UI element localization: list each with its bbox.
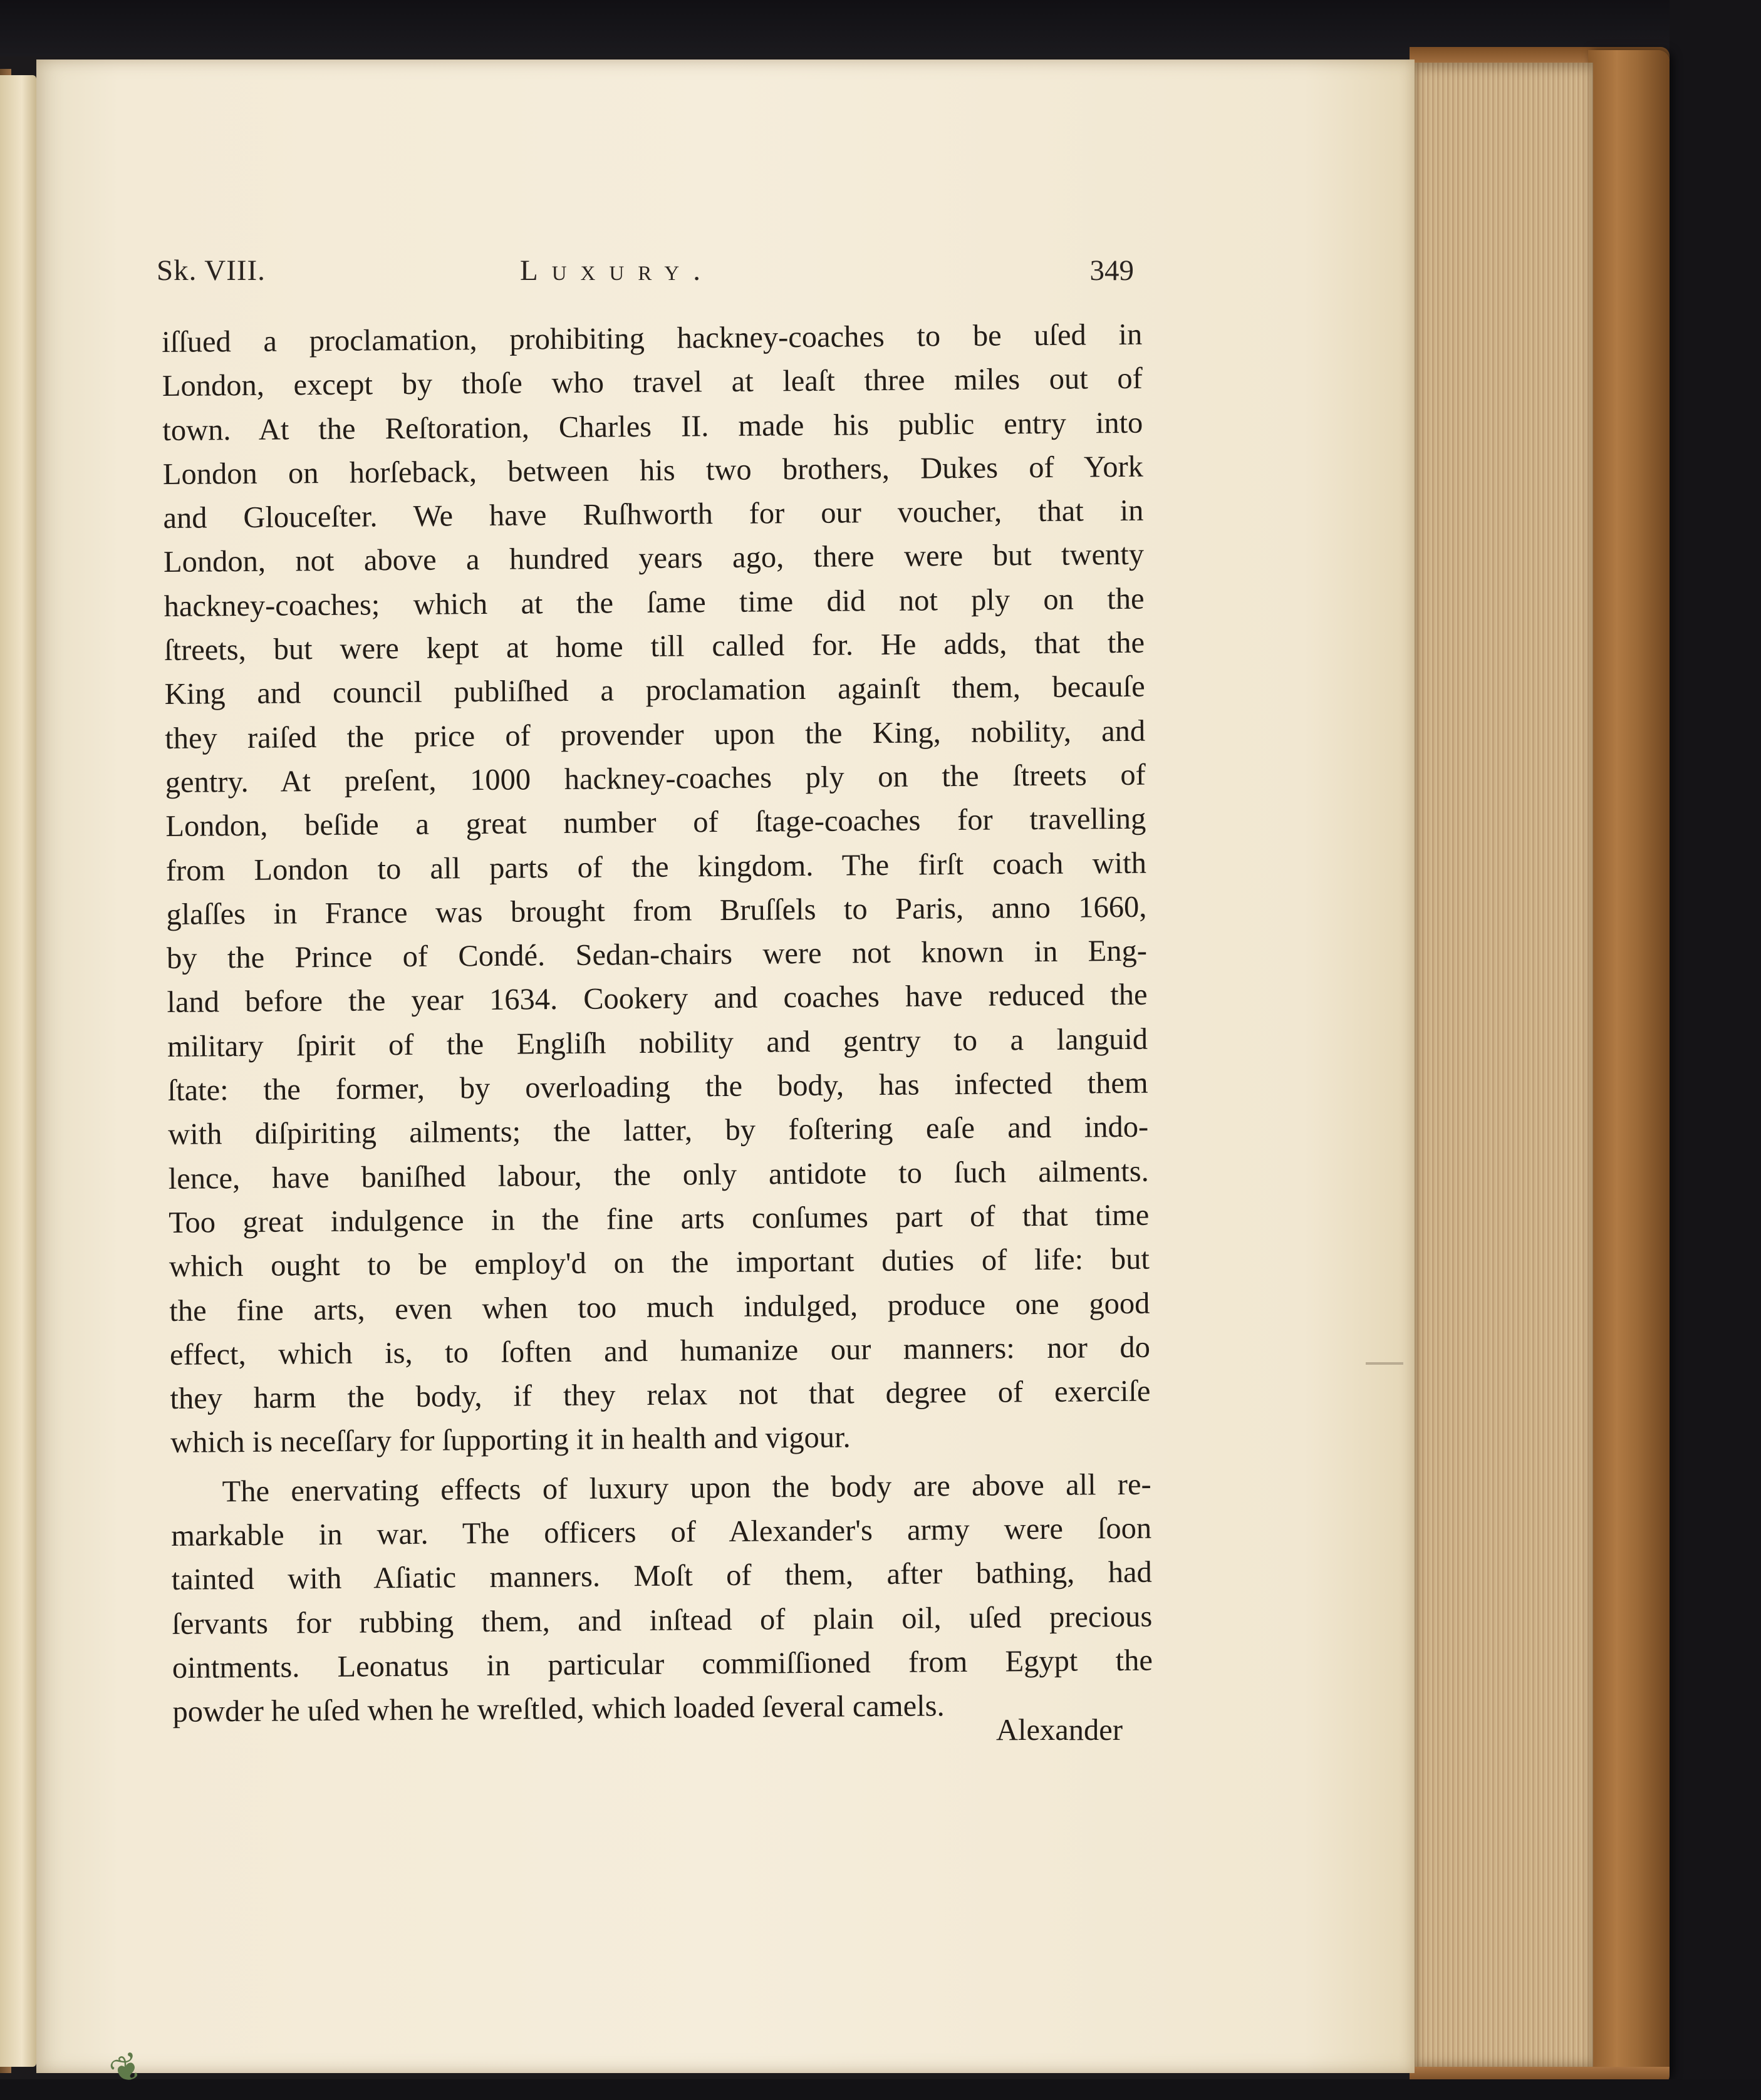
- paragraph: [170, 1462, 1153, 1734]
- bookmark-thread-icon: ❦: [103, 2043, 150, 2094]
- text-line: military ſpirit of the Engliſh nobility and gentry to a languid: [167, 1022, 1148, 1063]
- text-line: Too great indulgence in the fine arts conſumes part of that time: [169, 1198, 1150, 1239]
- text-line: effect, which is, to ſoften and humanize our manners: nor do: [169, 1330, 1151, 1372]
- text-line: ſervants for rubbing them, and inſtead of plain oil, uſed precious: [172, 1600, 1153, 1641]
- text-line: King and council publiſhed a proclamation againſt them, becauſe: [164, 670, 1145, 711]
- text-line: with diſpiriting ailments; the latter, by foſtering eaſe and indo-: [168, 1110, 1149, 1152]
- text-line: gentry. At preſent, 1000 hackney-coaches ply on the ſtreets of: [165, 758, 1146, 799]
- backdrop-right: [1670, 0, 1761, 2100]
- text-line: ſtate: the former, by overloading the body, has infected them: [167, 1066, 1148, 1108]
- text-line: from London to all parts of the kingdom. The firſt coach with: [165, 846, 1147, 887]
- text-line: they raiſed the price of provender upon the King, nobility, and: [165, 714, 1146, 755]
- leather-cover: [1588, 50, 1670, 2082]
- text-line: by the Prince of Condé. Sedan-chairs were not known in Eng-: [166, 934, 1148, 976]
- text-line: land before the year 1634. Cookery and coaches have reduced the: [167, 978, 1148, 1020]
- section-label: Sk. VIII.: [157, 254, 266, 287]
- page-number: 349: [1089, 254, 1134, 287]
- text-line: town. At the Reſtoration, Charles II. made his public entry into: [162, 406, 1143, 447]
- text-line: The enervating effects of luxury upon the body are above all re-: [222, 1467, 1151, 1509]
- text-line: the fine arts, even when too much indulged, produce one good: [169, 1286, 1150, 1328]
- page-margin-mark: [1366, 1362, 1403, 1365]
- text-line: glaſſes in France was brought from Bruſſels to Paris, anno 1660,: [166, 890, 1147, 931]
- running-title: Luxury.: [520, 254, 714, 287]
- text-line: which is neceſſary for ſupporting it in health and vigour.: [170, 1420, 851, 1460]
- text-line: tainted with Aſiatic manners. Moſt of them, after bathing, had: [171, 1555, 1152, 1597]
- text-line: London on horſeback, between his two brothers, Dukes of York: [162, 450, 1144, 491]
- text-line: iſſued a proclamation, prohibiting hackney-coaches to be uſed in: [162, 318, 1143, 359]
- backdrop-bottom: [0, 2079, 1761, 2100]
- page-fore-edge: [1415, 63, 1593, 2070]
- running-head: [157, 254, 1134, 297]
- text-line: hackney-coaches; which at the ſame time did not ply on the: [164, 582, 1145, 623]
- text-line: London, beſide a great number of ſtage-coaches for travelling: [165, 802, 1146, 844]
- text-line: powder he uſed when he wreſtled, which loaded ſeveral camels.: [172, 1689, 945, 1729]
- text-line: lence, have baniſhed labour, the only antidote to ſuch ailments.: [168, 1154, 1149, 1196]
- paragraph: [162, 313, 1151, 1466]
- text-line: London, not above a hundred years ago, there were but twenty: [163, 538, 1145, 579]
- text-line: and Glouceſter. We have Ruſhworth for our voucher, that in: [163, 494, 1144, 535]
- catchword: Alexander: [996, 1714, 1123, 1747]
- text-line: London, except by thoſe who travel at leaſt three miles out of: [162, 362, 1143, 403]
- text-line: which ought to be employ'd on the important duties of life: but: [169, 1242, 1150, 1284]
- text-line: ſtreets, but were kept at home till called for. He adds, that the: [164, 626, 1145, 668]
- facing-page-edge: [0, 75, 36, 2067]
- text-line: ointments. Leonatus in particular commiſſioned from Egypt the: [172, 1643, 1153, 1685]
- body-text: [162, 313, 1153, 1735]
- text-line: they harm the body, if they relax not that degree of exerciſe: [170, 1374, 1151, 1416]
- text-line: markable in war. The officers of Alexander's army were ſoon: [171, 1511, 1152, 1553]
